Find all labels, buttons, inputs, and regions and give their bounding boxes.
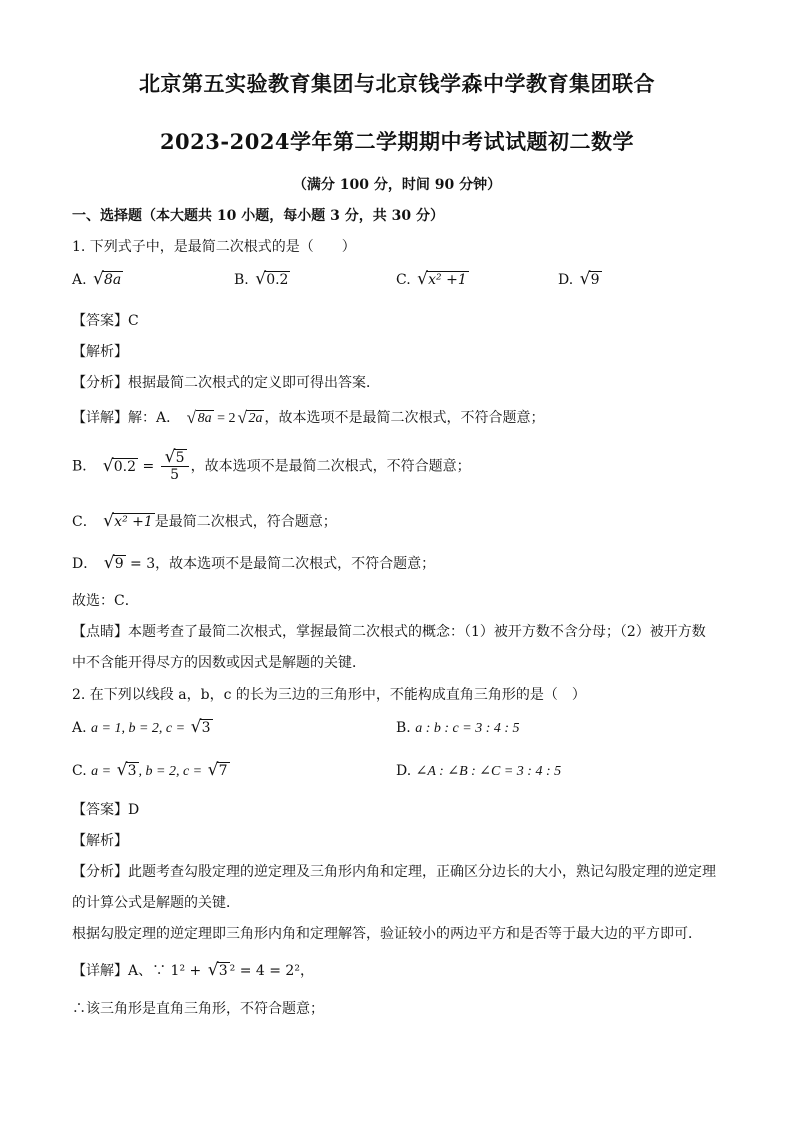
section-heading: 一、选择题（本大题共 10 小题，每小题 3 分，共 30 分） [72, 208, 444, 224]
q1-option-c: C. √ x² +1 [396, 272, 469, 288]
q1-detail-a: 【详解】解：A． √ 8a = 2√ 2a ，故本选项不是最简二次根式，不符合题意； [72, 407, 544, 427]
q2-option-b: B. a : b : c = 3 : 4 : 5 [396, 720, 520, 736]
q2-answer: 【答案】D [72, 802, 140, 818]
q2-analysis-line2: 的计算公式是解题的关键． [72, 895, 240, 911]
q1-analysis: 【分析】根据最简二次根式的定义即可得出答案． [72, 375, 380, 391]
exam-title-line1: 北京第五实验教育集团与北京钱学森中学教育集团联合 [139, 71, 655, 96]
q2-stem: 2. 在下列以线段 a，b，c 的长为三边的三角形中，不能构成直角三角形的是（ ） [72, 687, 586, 703]
fraction-sqrt5-over-5: √ $\frac{5}{5}$ [161, 450, 189, 483]
q1-choice: 故选：C． [72, 593, 139, 609]
q2-detail-a: 【详解】A、∵ 1² + √ 3 ² = 4 = 2²， [72, 960, 314, 980]
q2-analysis-label: 【解析】 [72, 833, 128, 849]
q1-detail-b: B． √ 0.2 = √ $\frac{5}{5}$ ，故本选项不是最简二次根式，不符合题意； [72, 450, 471, 483]
q1-option-b: B. √ 0.2 [234, 272, 290, 288]
q1-comment-line1: 【点睛】本题考查了最简二次根式，掌握最简二次根式的概念：（1）被开方数不含分母；（2）被开方数 [72, 624, 706, 640]
q1-stem: 1. 下列式子中，是最简二次根式的是（ ） [72, 239, 356, 255]
exam-title-line2: 2023-2024学年第二学期期中考试试题初二数学 [159, 129, 635, 154]
q1-detail-d: D． √ 9 = 3，故本选项不是最简二次根式，不符合题意； [72, 553, 435, 573]
q1-answer: 【答案】C [72, 313, 139, 329]
q2-conclusion: ∴该三角形是直角三角形，不符合题意； [72, 1001, 324, 1017]
q1-analysis-label: 【解析】 [72, 344, 128, 360]
q2-option-a: A. a = 1, b = 2, c = √ 3 [72, 720, 213, 737]
q1-option-a: A. √ 8a [72, 272, 123, 288]
q1-option-d: D. √ 9 [558, 272, 602, 288]
q2-analysis-line3: 根据勾股定理的逆定理即三角形内角和定理解答，验证较小的两边平方和是否等于最大边的平方即可． [72, 926, 702, 942]
q1-comment-line2: 中不含能开得尽方的因数或因式是解题的关键． [72, 655, 366, 671]
q1-detail-c: C． √ x² +1 是最简二次根式，符合题意； [72, 511, 337, 531]
q2-option-d: D. ∠A : ∠B : ∠C = 3 : 4 : 5 [396, 763, 562, 779]
q2-analysis-line1: 【分析】此题考查勾股定理的逆定理及三角形内角和定理，正确区分边长的大小，熟记勾股定理的逆定理 [72, 864, 716, 880]
q2-option-c: C. a = √ 3 , b = 2, c = √ 7 [72, 763, 230, 780]
exam-subtitle: （满分 100 分，时间 90 分钟） [292, 177, 502, 193]
